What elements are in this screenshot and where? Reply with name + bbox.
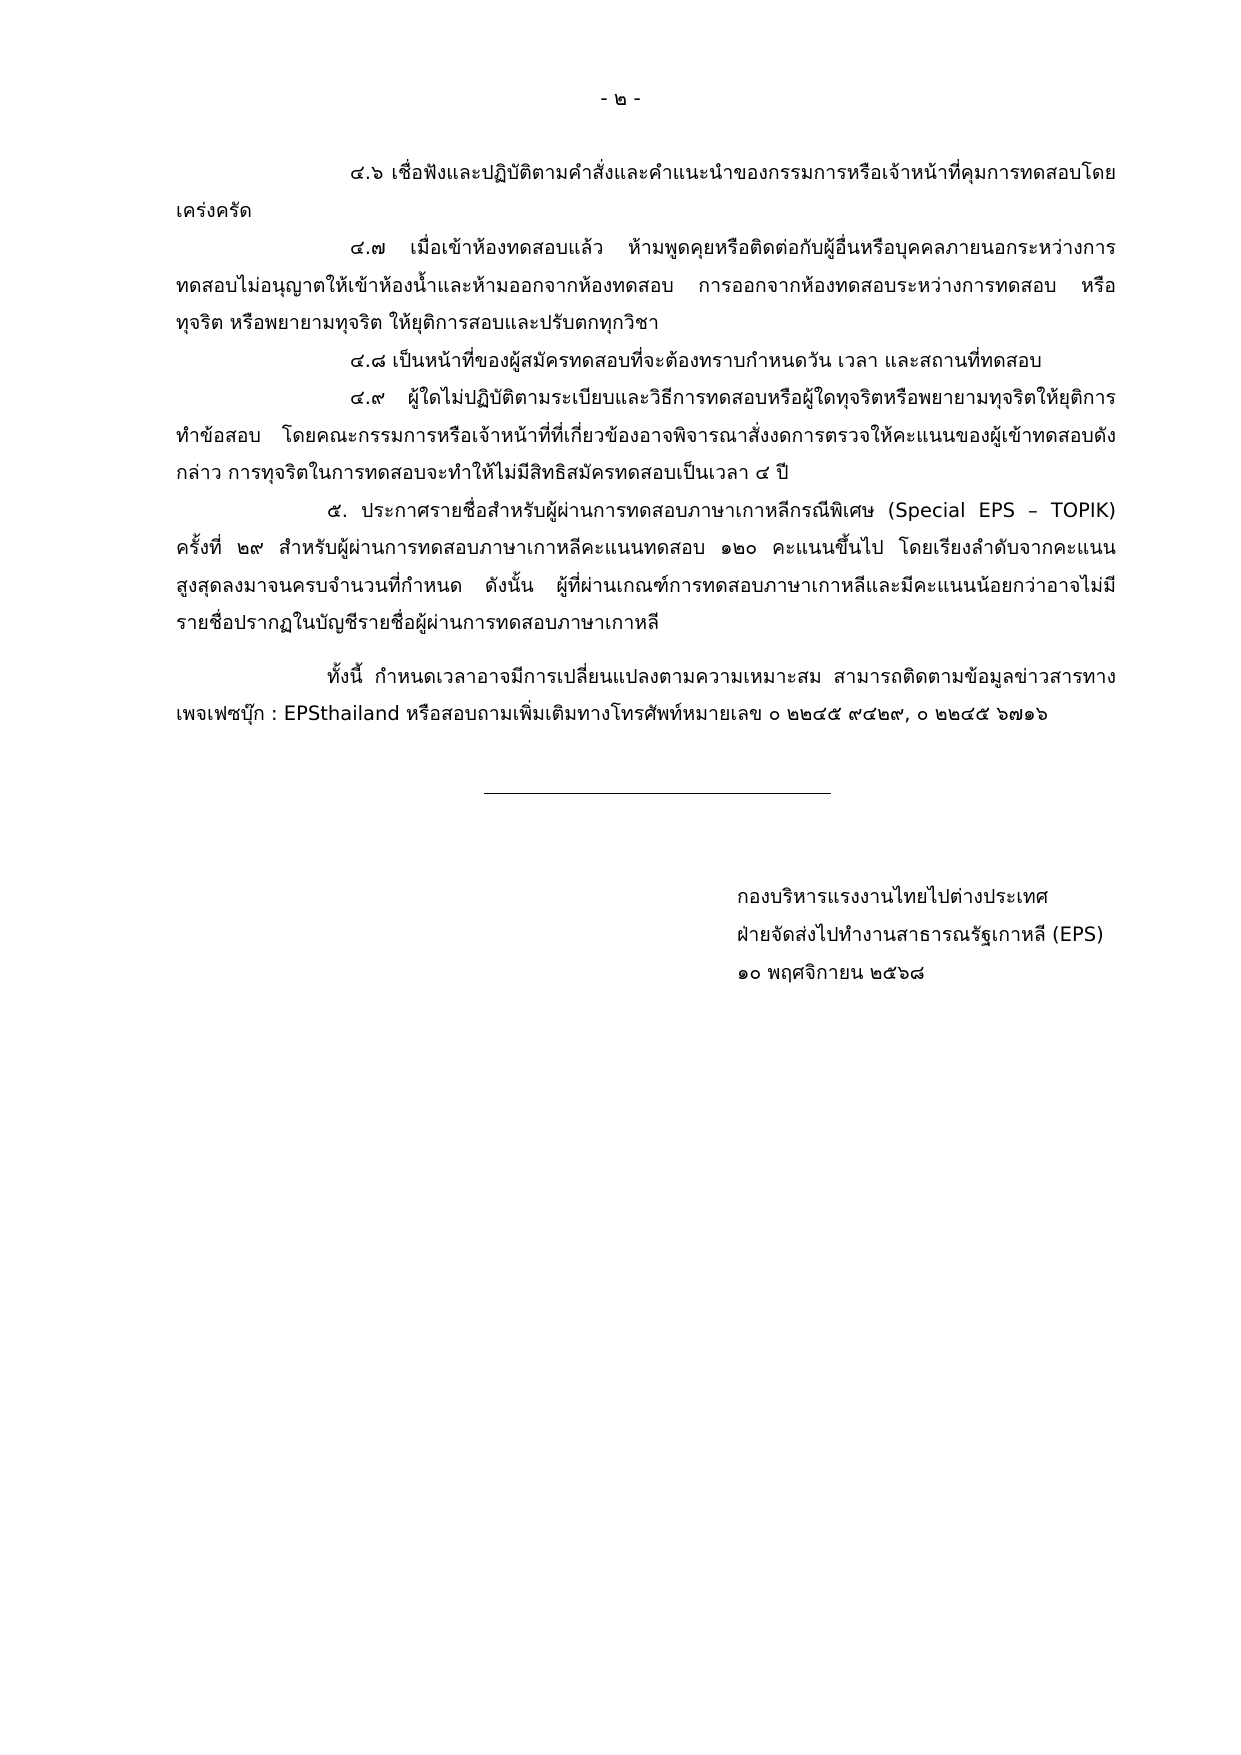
page-number: - ๒ - xyxy=(600,86,641,110)
signature-department: กองบริหารแรงงานไทยไปต่างประเทศ xyxy=(737,885,1049,908)
paragraph-4-9: ๔.๙ ผู้ใดไม่ปฏิบัติตามระเบียบและวิธีการทดสอบหรือผู้ใดทุจริตหรือพยายามทุจริตให้ยุติการทำข้อสอบ โดยคณะกรรมการหรือเจ้าหน้าที่ที่เกี่ยวข้องอาจพิจารณาสั่งงดการตรวจให้คะแนนของผู้เข้าทดสอบดังกล่าว การทุจริตในการทดสอบจะทำให้ไม่มีสิทธิสมัครทดสอบเป็นเวลา ๔ ปี xyxy=(176,386,1116,484)
paragraph-4-7: ๔.๗ เมื่อเข้าห้องทดสอบแล้ว ห้ามพูดคุยหรือติดต่อกับผู้อื่นหรือบุคคลภายนอกระหว่างการทดสอบไม่อนุญาตให้เข้าห้องน้ำและห้ามออกจากห้องทดสอบ การออกจากห้องทดสอบระหว่างการทดสอบ หรือทุจริต หรือพยายามทุจริต ให้ยุติการสอบและปรับตกทุกวิชา xyxy=(176,236,1116,334)
document-body xyxy=(176,154,1116,733)
paragraph-5: ๕. ประกาศรายชื่อสำหรับผู้ผ่านการทดสอบภาษาเกาหลีกรณีพิเศษ (Special EPS – TOPIK) ครั้งที่ ๒๙ สำหรับผู้ผ่านการทดสอบภาษาเกาหลีคะแนนทดสอบ ๑๒๐ คะแนนขึ้นไป โดยเรียงลำดับจากคะแนนสูงสุดลงมาจนครบจำนวนที่กำหนด ดังนั้น ผู้ที่ผ่านเกณฑ์การทดสอบภาษาเกาหลีและมีคะแนนน้อยกว่าอาจไม่มีรายชื่อปรากฏในบัญชีรายชื่อผู้ผ่านการทดสอบภาษาเกาหลี xyxy=(176,498,1116,634)
signature-section: ฝ่ายจัดส่งไปทำงานสาธารณรัฐเกาหลี (EPS) xyxy=(737,923,1104,946)
paragraph-note: ทั้งนี้ กำหนดเวลาอาจมีการเปลี่ยนแปลงตามความเหมาะสม สามารถติดตามข้อมูลข่าวสารทางเพจเฟซบุ๊ก : EPSthailand หรือสอบถามเพิ่มเติมทางโทรศัพท์หมายเลข ๐ ๒๒๔๕ ๙๔๒๙, ๐ ๒๒๔๕ ๖๗๑๖ xyxy=(176,664,1116,725)
paragraph-4-6: ๔.๖ เชื่อฟังและปฏิบัติตามคำสั่งและคำแนะนำของกรรมการหรือเจ้าหน้าที่คุมการทดสอบโดยเคร่งครัด xyxy=(176,161,1116,222)
paragraph-4-8: ๔.๘ เป็นหน้าที่ของผู้สมัครทดสอบที่จะต้องทราบกำหนดวัน เวลา และสถานที่ทดสอบ xyxy=(350,348,1042,372)
divider-line xyxy=(484,793,831,794)
signature-date: ๑๐ พฤศจิกายน ๒๕๖๘ xyxy=(737,961,925,984)
signature-block xyxy=(737,878,1157,992)
